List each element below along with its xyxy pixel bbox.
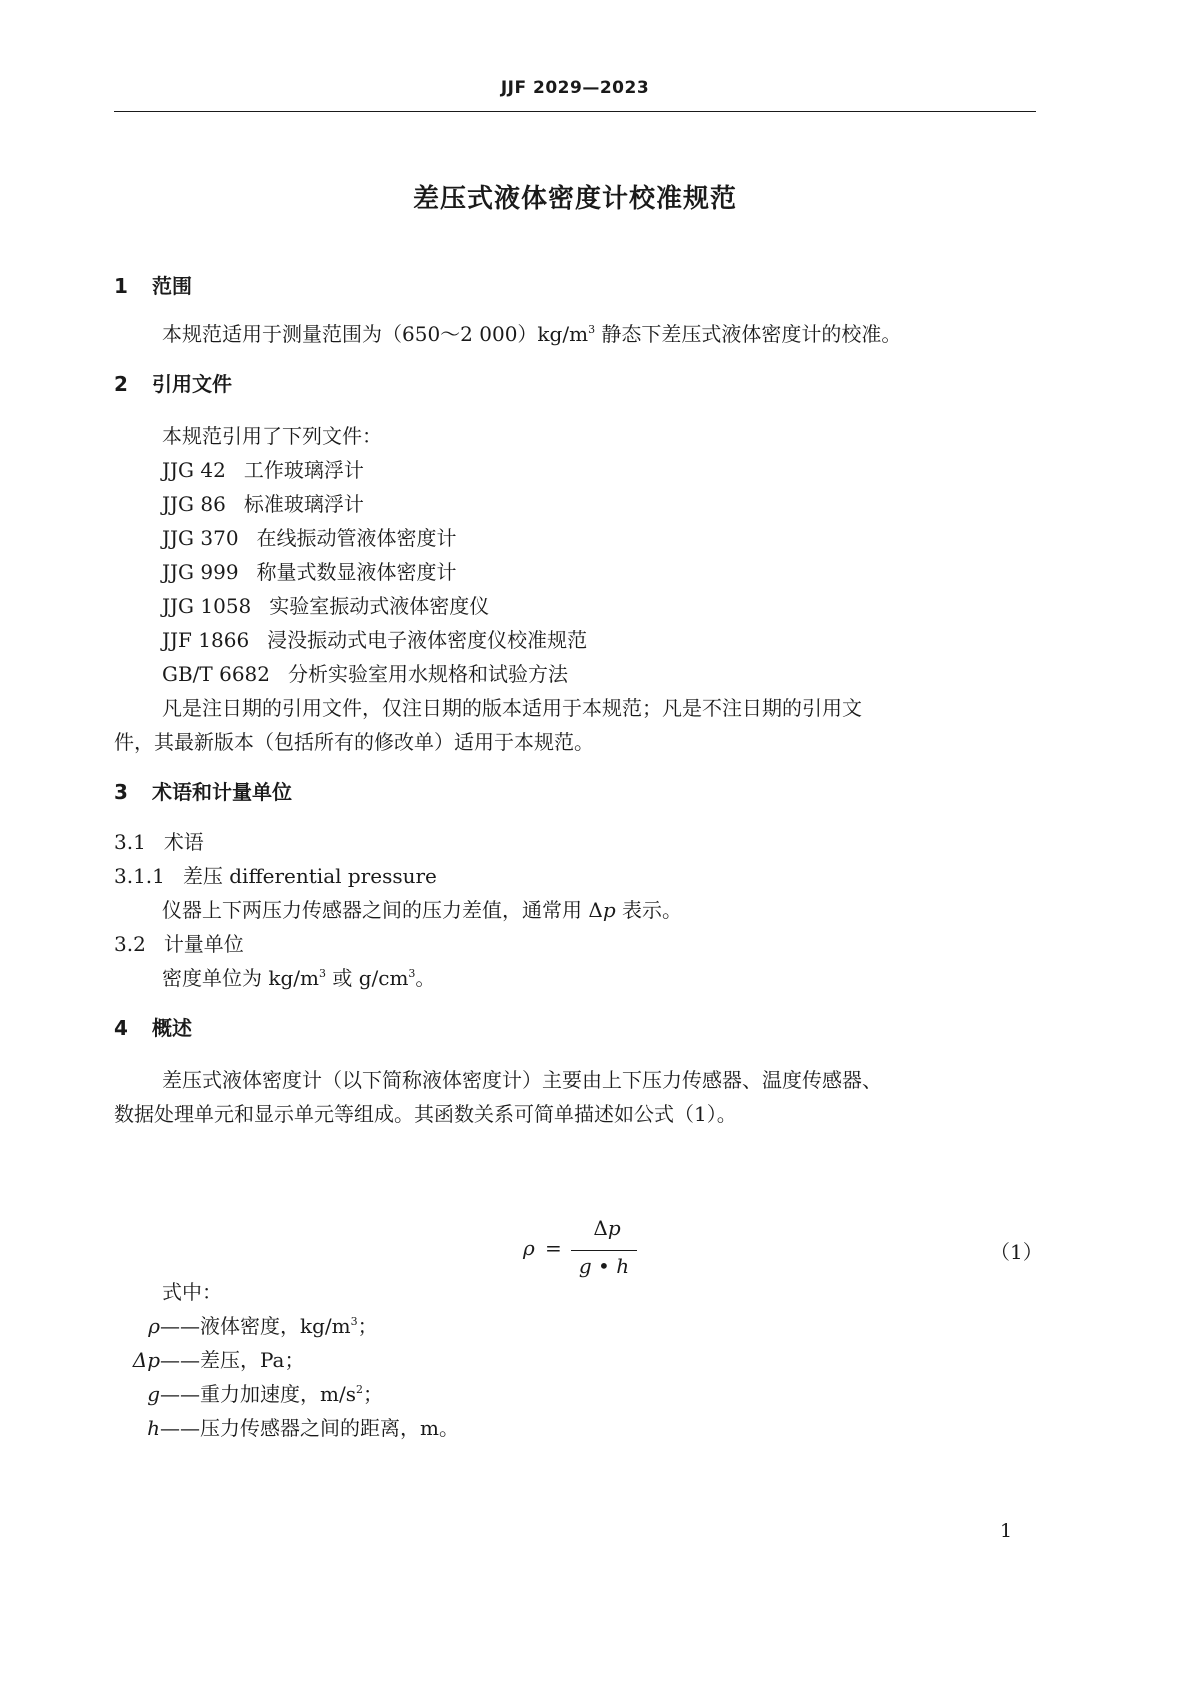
subsection-3-1-1 [114,860,437,889]
term-definition [162,894,682,923]
ref-name: 浸没振动式电子液体密度仪校准规范 [267,628,588,652]
subsection-title: 差压 differential pressure [182,864,437,888]
section-number: 2 [114,372,128,396]
variable-symbol: ρ [148,1314,160,1338]
ref-code: JJG 370 [162,526,239,550]
overview-line-1: 差压式液体密度计（以下简称液体密度计）主要由上下压力传感器、温度传感器、 [162,1068,882,1092]
definition-text-a: 仪器上下两压力传感器之间的压力差值，通常用 Δ [162,898,603,922]
scope-text-b: 静态下差压式液体密度计的校准。 [595,322,902,346]
units-text-c: 。 [415,966,436,990]
header-rule [114,111,1036,112]
ref-item [162,488,364,517]
subsection-title: 术语 [163,830,204,854]
scope-sup: 3 [588,323,596,336]
variable-symbol: Δp [132,1348,160,1372]
refs-intro: 本规范引用了下列文件： [162,424,382,448]
ref-name: 工作玻璃浮计 [243,458,364,482]
formula-equals: = [545,1236,562,1260]
section-title: 概述 [152,1016,192,1040]
overview-line-2: 数据处理单元和显示单元等组成。其函数关系可简单描述如公式（1）。 [114,1102,737,1126]
refs-note-line-2: 件，其最新版本（包括所有的修改单）适用于本规范。 [114,730,594,754]
variable-symbol: h [147,1416,160,1440]
ref-item [162,454,364,483]
ref-name: 分析实验室用水规格和试验方法 [288,662,569,686]
variable-desc: 差压，Pa； [200,1348,305,1372]
ref-item [162,590,489,619]
variable-dash: —— [160,1382,200,1406]
scope-text-a: 本规范适用于测量范围为（650～2 000）kg/m [162,322,589,346]
ref-code: JJG 86 [162,492,226,516]
density-formula [523,1216,633,1286]
variable-definition [100,1344,304,1373]
units-text-b: 或 g/cm [325,966,409,990]
section-2-heading [114,368,232,397]
variable-desc: 液体密度，kg/m [200,1314,351,1338]
section-title: 术语和计量单位 [152,780,292,804]
units-text [162,962,435,991]
formula-denominator [571,1254,637,1278]
variable-dash: —— [160,1314,200,1338]
subsection-number: 3.1.1 [114,864,165,888]
section-number: 4 [114,1016,128,1040]
denominator-dot: • [591,1254,617,1278]
ref-item [162,556,457,585]
formula-numerator [581,1216,633,1240]
ref-item [162,658,568,687]
section-number: 1 [114,274,128,298]
variable-desc: 重力加速度，m/s [200,1382,356,1406]
document-title: 差压式液体密度计校准规范 [412,184,737,214]
ref-name: 称量式数显液体密度计 [256,560,457,584]
ref-name: 实验室振动式液体密度仪 [269,594,490,618]
variable-definition [100,1310,378,1339]
variable-sup: 3 [350,1315,358,1328]
variable-desc: 压力传感器之间的距离，m。 [200,1416,459,1440]
where-label: 式中： [162,1280,222,1304]
numerator-var: p [607,1216,621,1240]
variable-dash: —— [160,1348,200,1372]
ref-code: GB/T 6682 [162,662,271,686]
section-4-heading [114,1012,192,1041]
variable-sup: 2 [355,1383,363,1396]
variable-tail: ； [357,1314,378,1338]
ref-item [162,522,457,551]
fraction-bar [571,1250,637,1251]
ref-code: JJG 42 [162,458,226,482]
page-number: 1 [1000,1520,1013,1542]
units-sup-2: 3 [408,967,416,980]
ref-name: 标准玻璃浮计 [243,492,364,516]
equation-number: （1） [990,1240,1043,1264]
denominator-g: g [578,1254,592,1278]
units-text-a: 密度单位为 kg/m [162,966,319,990]
definition-var: p [602,898,616,922]
subsection-title: 计量单位 [163,932,244,956]
units-sup-1: 3 [318,967,326,980]
scope-text [162,318,901,347]
denominator-h: h [616,1254,630,1278]
formula-lhs: ρ [523,1236,535,1260]
subsection-number: 3.2 [114,932,146,956]
variable-definition [100,1378,383,1407]
subsection-3-2 [114,928,244,957]
ref-item [162,624,587,653]
document-code-header: JJF 2029—2023 [500,78,650,98]
section-3-heading [114,776,292,805]
variable-definition [100,1412,459,1441]
ref-code: JJG 1058 [162,594,252,618]
section-1-heading [114,270,192,299]
variable-dash: —— [160,1416,200,1440]
refs-note-line-1: 凡是注日期的引用文件，仅注日期的版本适用于本规范；凡是不注日期的引用文 [162,696,862,720]
ref-code: JJG 999 [162,560,239,584]
ref-name: 在线振动管液体密度计 [256,526,457,550]
definition-text-b: 表示。 [615,898,682,922]
section-title: 引用文件 [152,372,232,396]
numerator-delta: Δ [593,1216,608,1240]
section-number: 3 [114,780,128,804]
subsection-number: 3.1 [114,830,146,854]
ref-code: JJF 1866 [162,628,250,652]
variable-tail: ； [362,1382,383,1406]
section-title: 范围 [152,274,192,298]
subsection-3-1 [114,826,204,855]
variable-symbol: g [147,1382,160,1406]
